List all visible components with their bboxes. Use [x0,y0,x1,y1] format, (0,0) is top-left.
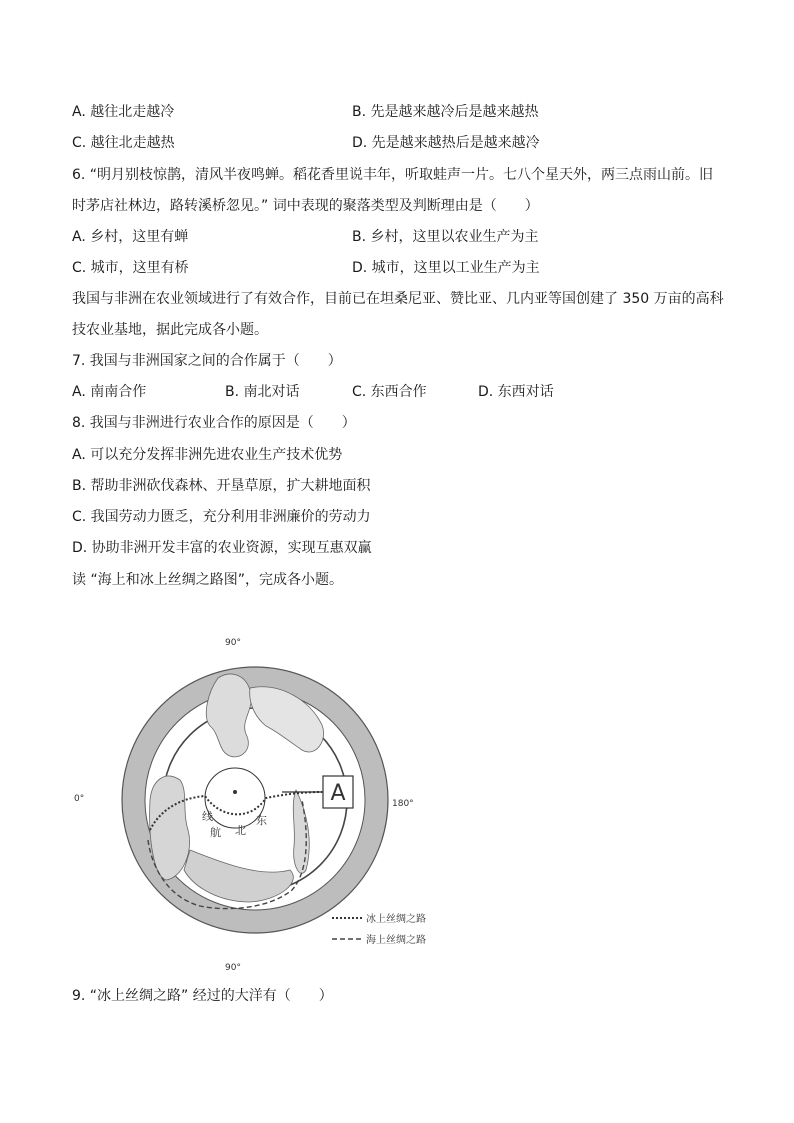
intro-7-8-line2: 技农业基地，据此完成各小题。 [72,322,268,338]
q5-option-d: D. 先是越来越热后是越来越冷 [352,135,540,151]
legend-sea-label: 海上丝绸之路 [366,935,426,946]
silk-road-map [70,630,440,975]
route-char-1: 线 [202,810,213,823]
q6-option-b: B. 乡村，这里以农业生产为主 [352,229,539,245]
q7-option-d: D. 东西对话 [478,384,554,400]
q7-stem: 7. 我国与非洲国家之间的合作属于（ ） [72,353,342,369]
q7-option-c: C. 东西合作 [352,384,427,400]
q9-stem: 9. “冰上丝绸之路” 经过的大洋有（ ） [72,988,333,1004]
route-char-2: 航 [210,826,221,839]
q5-option-b: B. 先是越来越冷后是越来越热 [352,104,539,120]
north-pole-dot [233,790,237,794]
q5-option-a: A. 越往北走越冷 [72,104,175,120]
q6-option-c: C. 城市，这里有桥 [72,260,189,276]
q6-stem-line1: 6. “明月别枝惊鹊，清风半夜鸣蝉。稻花香里说丰年，听取蛙声一片。七八个星天外，两三点雨山前。旧 [72,167,714,183]
label-90-top: 90° [225,638,241,648]
q8-option-a: A. 可以充分发挥非洲先进农业生产技术优势 [72,447,343,463]
silk-road-map-svg [70,630,440,975]
q6-option-d: D. 城市，这里以工业生产为主 [352,260,540,276]
q6-option-a: A. 乡村，这里有蝉 [72,229,189,245]
intro-9: 读 “海上和冰上丝绸之路图”，完成各小题。 [72,572,343,588]
europe-landmass [150,776,190,880]
route-char-4: 东 [256,814,267,827]
q7-option-b: B. 南北对话 [225,384,300,400]
intro-7-8-line1: 我国与非洲在农业领域进行了有效合作，目前已在坦桑尼亚、赞比亚、几内亚等国创建了 350 万亩的高科 [72,291,724,307]
q8-option-b: B. 帮助非洲砍伐森林、开垦草原，扩大耕地面积 [72,478,371,494]
label-90-bottom: 90° [225,963,241,973]
q8-option-c: C. 我国劳动力匮乏，充分利用非洲廉价的劳动力 [72,509,371,525]
label-180-right: 180° [392,799,414,809]
q6-stem-line2: 时茅店社林边，路转溪桥忽见。” 词中表现的聚落类型及判断理由是（ ） [72,198,539,214]
label-0-left: 0° [74,794,85,804]
q7-option-a: A. 南南合作 [72,384,147,400]
legend-ice-label: 冰上丝绸之路 [366,914,426,925]
q8-option-d: D. 协助非洲开发丰富的农业资源，实现互惠双赢 [72,540,372,556]
label-a: A [330,781,346,806]
q5-option-c: C. 越往北走越热 [72,135,175,151]
q8-stem: 8. 我国与非洲进行农业合作的原因是（ ） [72,415,356,431]
route-char-3: 北 [235,824,246,837]
